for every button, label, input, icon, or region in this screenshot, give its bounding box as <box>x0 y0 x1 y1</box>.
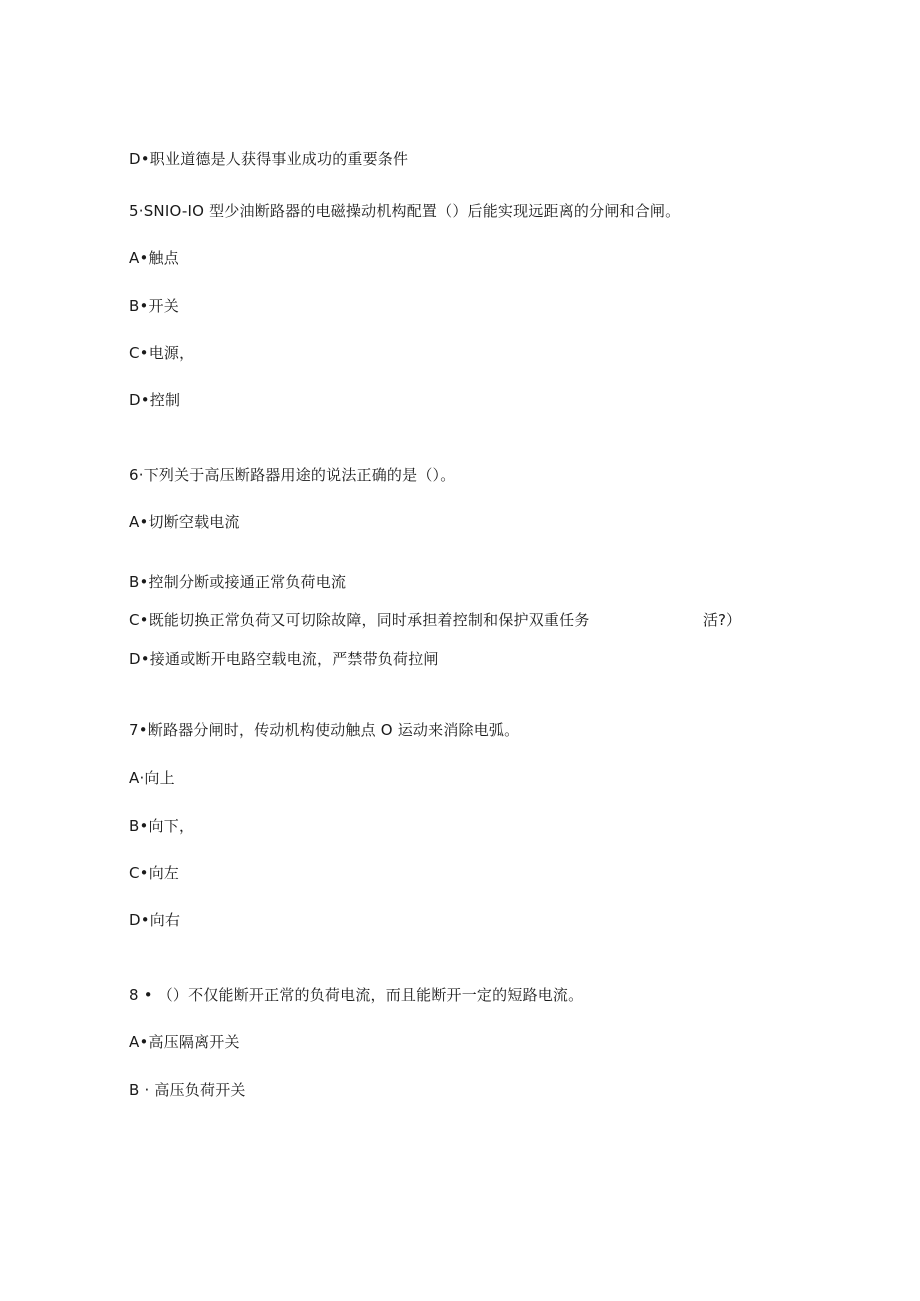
option-7c: C•向左 <box>129 864 180 882</box>
option-7a: A·向上 <box>129 769 175 787</box>
option-8b: B · 高压负荷开关 <box>129 1081 246 1099</box>
question-5: 5·SNIO-IO 型少油断路器的电磁操动机构配置（）后能实现远距离的分闸和合闸。 <box>129 202 681 220</box>
option-5a: A•触点 <box>129 249 179 267</box>
margin-note: 活?） <box>703 611 741 629</box>
option-7b: B•向下， <box>129 817 195 835</box>
option-5c: C•电源， <box>129 344 195 362</box>
question-7: 7•断路器分闸时，传动机构使动触点 O 运动来消除电弧。 <box>129 721 520 739</box>
option-8a: A•高压隔离开关 <box>129 1033 240 1051</box>
question-8: 8 • （）不仅能断开正常的负荷电流，而且能断开一定的短路电流。 <box>129 986 584 1004</box>
option-6c: C•既能切换正常负荷又可切除故障，同时承担着控制和保护双重任务 <box>129 611 590 629</box>
option-6a: A•切断空载电流 <box>129 513 240 531</box>
option-7d: D•向右 <box>129 911 181 929</box>
option-4d: D•职业道德是人获得事业成功的重要条件 <box>129 150 409 168</box>
option-6b: B•控制分断或接通正常负荷电流 <box>129 573 347 591</box>
question-6: 6·下列关于高压断路器用途的说法正确的是（）。 <box>129 466 456 484</box>
option-6d: D•接通或断开电路空载电流，严禁带负荷拉闸 <box>129 650 439 668</box>
option-5d: D•控制 <box>129 391 181 409</box>
option-5b: B•开关 <box>129 297 179 315</box>
